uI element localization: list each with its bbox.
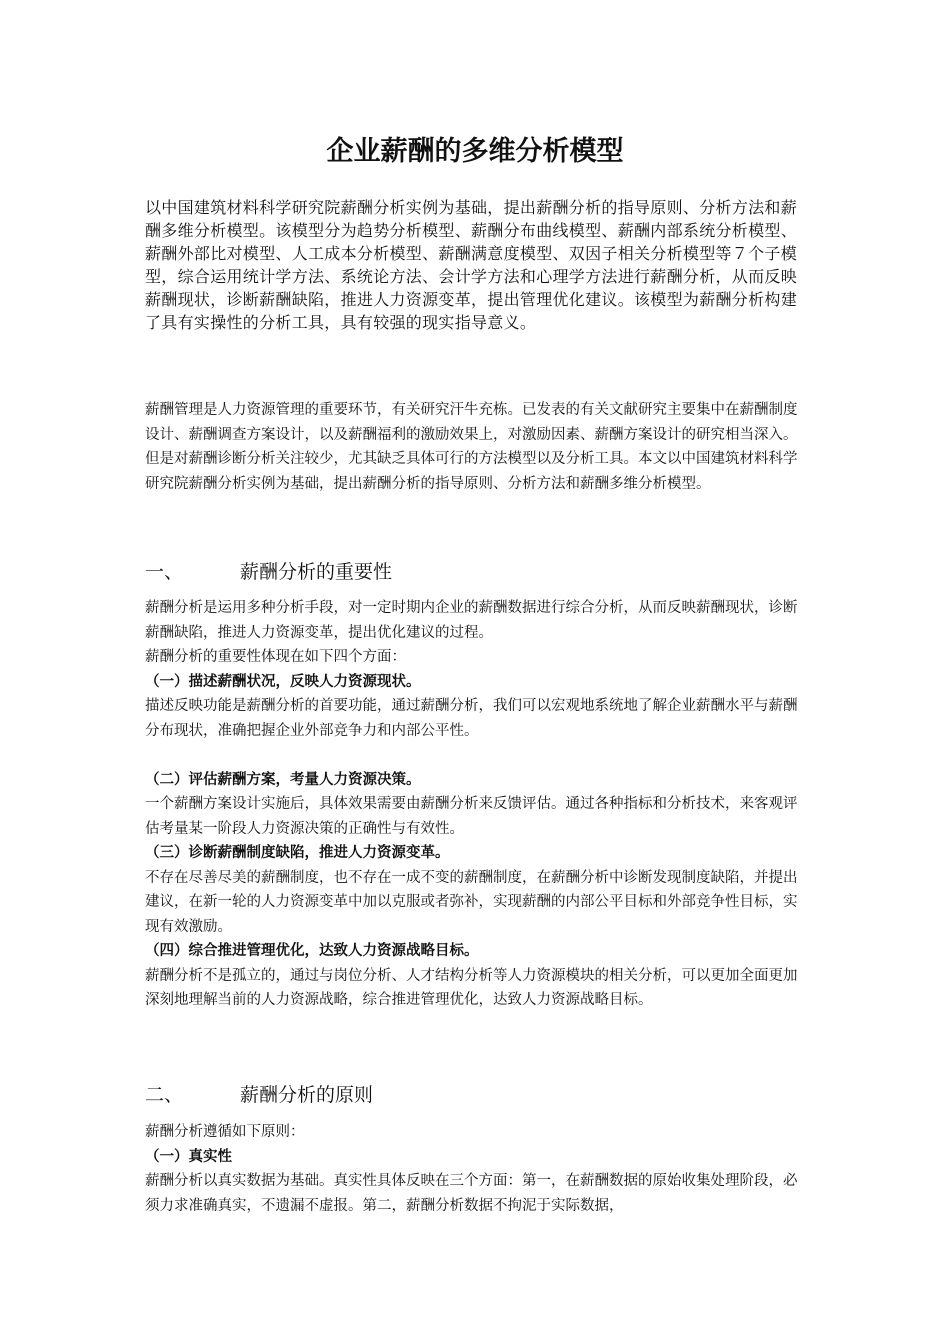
section-2-heading (145, 1081, 373, 1109)
section-1-number: 一、 (145, 561, 184, 583)
spacer (145, 743, 810, 768)
subsection-2-heading: （二）评估薪酬方案，考量人力资源决策。 (145, 771, 421, 788)
abstract (145, 196, 810, 334)
section-2-title: 薪酬分析的原则 (240, 1084, 374, 1106)
subsection-3-text: 不存在尽善尽美的薪酬制度，也不存在一成不变的薪酬制度，在薪酬分析中诊断发现制度缺陷，并提出建议，在新一轮的人力资源变革中加以克服或者弥补，实现薪酬的内部公平目标和外部竞争性目标，实现有效激励。 (145, 869, 798, 935)
section-2-paragraph-1: 薪酬分析遵循如下原则： (145, 1124, 305, 1140)
subsection-4-heading: （四）综合推进管理优化，达致人力资源战略目标。 (145, 943, 479, 959)
section-1-paragraph-1: 薪酬分析是运用多种分析手段，对一定时期内企业的薪酬数据进行综合分析，从而反映薪酬现状，诊断薪酬缺陷，推进人力资源变革，提出优化建议的过程。 (145, 600, 798, 641)
section-2-subsection-1-heading: （一）真实性 (145, 1148, 232, 1165)
abstract-text: 以中国建筑材料科学研究院薪酬分析实例为基础，提出薪酬分析的指导原则、分析方法和薪酬多维分析模型。该模型分为趋势分析模型、薪酬分布曲线模型、薪酬内部系统分析模型、薪酬外部比对模型、人工成本分析模型、薪酬满意度模型、双因子相关分析模型等７个子模型，综合运用统计学方法、系统论方法、会计学方法和心理学方法进行薪酬分析，从而反映薪酬现状，诊断薪酬缺陷，推进人力资源变革，提出管理优化建议。该模型为薪酬分析构建了具有实操性的分析工具，具有较强的现实指导意义。 (145, 198, 798, 332)
section-1-paragraph-2: 薪酬分析的重要性体现在如下四个方面： (145, 649, 406, 665)
intro-paragraph: 薪酬管理是人力资源管理的重要环节，有关研究汗牛充栋。已发表的有关文献研究主要集中在薪酬制度设计、薪酬调查方案设计，以及薪酬福利的激励效果上，对激励因素、薪酬方案设计的研究相当深入。但是对薪酬诊断分析关注较少，尤其缺乏具体可行的方法模型以及分析工具。本文以中国建筑材料科学研究院薪酬分析实例为基础，提出薪酬分析的指导原则、分析方法和薪酬多维分析模型。 (145, 402, 798, 492)
section-2-subsection-1-text: 薪酬分析以真实数据为基础。真实性具体反映在三个方面：第一，在薪酬数据的原始收集处理阶段，必须力求准确真实，不遗漏不虚报。第二，薪酬分析数据不拘泥于实际数据， (145, 1173, 798, 1214)
section-1-body (145, 596, 810, 1013)
subsection-1-text: 描述反映功能是薪酬分析的首要功能，通过薪酬分析，我们可以宏观地系统地了解企业薪酬水平与薪酬分布现状，准确把握企业外部竞争力和内部公平性。 (145, 698, 798, 739)
section-2-body (145, 1120, 810, 1218)
subsection-4-text: 薪酬分析不是孤立的，通过与岗位分析、人才结构分析等人力资源模块的相关分析，可以更加全面更加深刻地理解当前的人力资源战略，综合推进管理优化，达致人力资源战略目标。 (145, 967, 798, 1008)
document-title: 企业薪酬的多维分析模型 (326, 136, 624, 167)
subsection-2-text: 一个薪酬方案设计实施后，具体效果需要由薪酬分析来反馈评估。通过各种指标和分析技术，来客观评估考量某一阶段人力资源决策的正确性与有效性。 (145, 796, 798, 837)
section-1-heading (145, 558, 392, 586)
subsection-3-heading: （三）诊断薪酬制度缺陷，推进人力资源变革。 (145, 845, 450, 861)
section-2-number: 二、 (145, 1084, 184, 1106)
subsection-1-heading: （一）描述薪酬状况，反映人力资源现状。 (145, 673, 421, 690)
intro-block (145, 398, 810, 496)
section-1-title: 薪酬分析的重要性 (240, 561, 393, 583)
